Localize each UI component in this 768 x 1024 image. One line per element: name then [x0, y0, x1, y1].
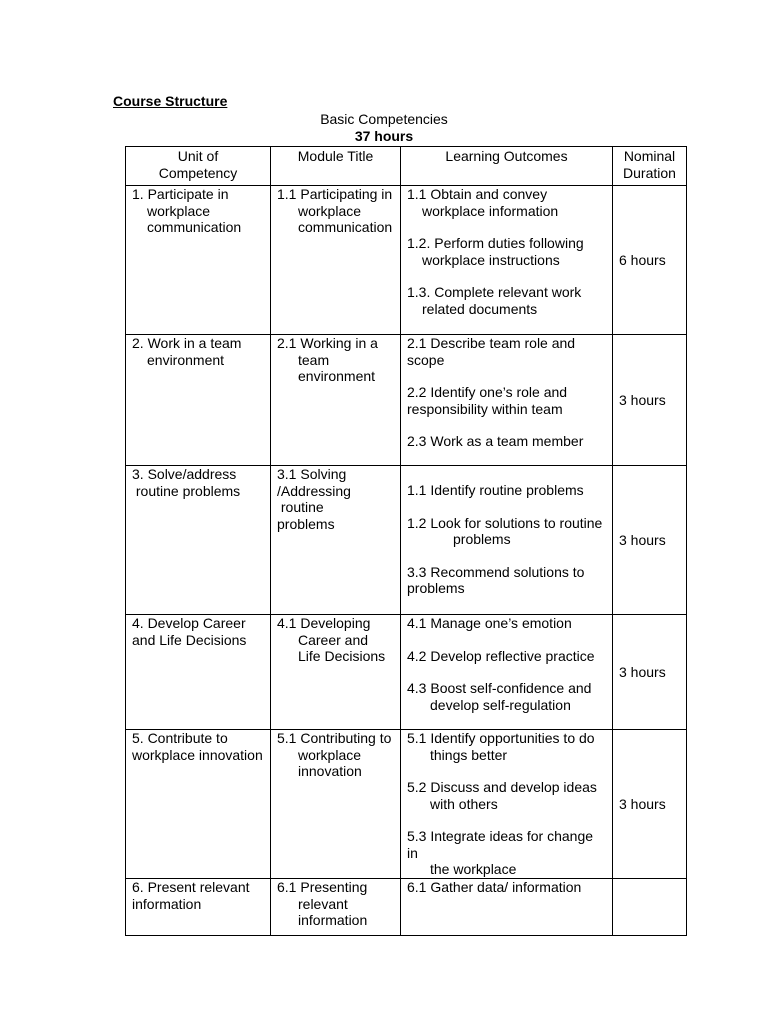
table-row: [126, 615, 687, 730]
module-line: Career and: [298, 631, 369, 648]
unit-of-competency-cell: [126, 730, 271, 879]
module-line: communication: [298, 219, 393, 235]
unit-line: communication: [147, 219, 242, 235]
header-module: Module Title: [271, 147, 401, 186]
learning-outcome: [407, 384, 606, 417]
outcome-line: 6.1 Gather data/ information: [407, 879, 582, 895]
outcome-line: problems: [407, 580, 465, 596]
outcome-line: 1.2 Look for solutions to routine: [407, 514, 603, 531]
nominal-duration-cell: 3 hours: [613, 466, 687, 615]
table-row: [126, 466, 687, 615]
module-line: 5.1 Contributing to: [277, 730, 392, 746]
outcome-line: 1.1 Identify routine problems: [407, 482, 584, 498]
learning-outcomes-cell: [401, 335, 613, 466]
total-hours: 37 hours: [354, 128, 414, 144]
learning-outcome: [407, 680, 606, 713]
learning-outcomes-cell: [401, 466, 613, 615]
module-line: /Addressing: [277, 482, 351, 499]
outcome-line: 4.3 Boost self-confidence and: [407, 680, 592, 696]
unit-line: 2. Work in a team: [132, 335, 242, 351]
table-row: [126, 879, 687, 936]
subtitle-block: [0, 111, 768, 144]
nominal-duration-cell: 3 hours: [613, 730, 687, 879]
header-duration: Nominal Duration: [613, 147, 687, 186]
module-line: 4.1 Developing: [277, 615, 371, 631]
learning-outcome: [407, 648, 606, 665]
module-title-cell: [271, 730, 401, 879]
outcome-line: things better: [430, 746, 508, 763]
module-line: team: [298, 351, 330, 368]
learning-outcome: [407, 615, 606, 632]
learning-outcome: [407, 235, 606, 268]
module-line: 2.1 Working in a: [277, 335, 378, 351]
outcome-line: workplace information: [422, 202, 559, 219]
outcome-line: problems: [453, 531, 511, 547]
learning-outcomes-cell: [401, 730, 613, 879]
outcome-line: 4.2 Develop reflective practice: [407, 647, 595, 664]
outcome-line: 2.3 Work as a team member: [407, 433, 584, 449]
unit-line: 5. Contribute to: [132, 730, 228, 746]
module-line: 1.1 Participating in: [277, 186, 393, 202]
unit-line: 4. Develop Career: [132, 615, 246, 631]
learning-outcome: [407, 335, 606, 368]
outcome-line: 1.1 Obtain and convey: [407, 186, 548, 202]
unit-of-competency-cell: [126, 186, 271, 335]
outcome-line: scope: [407, 351, 445, 368]
module-line: workplace: [298, 202, 362, 219]
module-line: innovation: [298, 763, 362, 779]
unit-line: workplace innovation: [132, 746, 263, 763]
outcome-line: 2.1 Describe team role and: [407, 335, 576, 351]
module-line: environment: [298, 368, 376, 384]
nominal-duration-cell: [613, 879, 687, 936]
module-title-cell: [271, 879, 401, 936]
learning-outcome: [407, 515, 606, 548]
outcome-line: workplace instructions: [422, 251, 560, 268]
learning-outcomes-cell: [401, 615, 613, 730]
outcome-line: responsibility within team: [407, 400, 563, 417]
module-title-cell: [271, 186, 401, 335]
outcome-line: 5.1 Identify opportunities to do: [407, 730, 595, 746]
outcome-line: 5.3 Integrate ideas for change in: [407, 828, 594, 861]
module-line: workplace: [298, 746, 362, 763]
header-unit: Unit of Competency: [126, 147, 271, 186]
learning-outcomes-cell: [401, 186, 613, 335]
outcome-line: 5.2 Discuss and develop ideas: [407, 779, 597, 795]
outcome-line: 3.3 Recommend solutions to: [407, 563, 585, 580]
module-line: problems: [277, 515, 335, 532]
unit-of-competency-cell: [126, 879, 271, 936]
module-line: information: [298, 912, 368, 928]
learning-outcome: [407, 879, 606, 896]
unit-line: information: [132, 895, 202, 912]
module-line: 6.1 Presenting: [277, 879, 368, 895]
learning-outcome: [407, 730, 606, 763]
nominal-duration-cell: 3 hours: [613, 335, 687, 466]
unit-line: environment: [147, 351, 225, 368]
table-row: [126, 186, 687, 335]
module-line: 3.1 Solving: [277, 466, 347, 482]
module-line: Life Decisions: [298, 648, 386, 664]
unit-line: routine problems: [132, 482, 241, 499]
unit-line: 1. Participate in: [132, 186, 229, 202]
table-header-row: [126, 147, 687, 186]
learning-outcome: [407, 564, 606, 597]
unit-line: 3. Solve/address: [132, 466, 237, 482]
subtitle-text: Basic Competencies: [320, 111, 448, 127]
module-line: routine: [277, 499, 324, 515]
outcome-line: 1.2. Perform duties following: [407, 235, 584, 251]
learning-outcome: [407, 186, 606, 219]
outcome-line: with others: [430, 795, 498, 812]
unit-line: 6. Present relevant: [132, 879, 250, 895]
outcome-line: 2.2 Identify one’s role and: [407, 384, 568, 400]
learning-outcome: [407, 433, 606, 450]
nominal-duration-cell: 6 hours: [613, 186, 687, 335]
header-outcomes: Learning Outcomes: [401, 147, 613, 186]
outcome-line: 4.1 Manage one’s emotion: [407, 615, 572, 631]
outcome-line: 1.3. Complete relevant work: [407, 284, 582, 300]
unit-line: workplace: [147, 202, 211, 219]
outcome-line: develop self-regulation: [430, 696, 571, 713]
learning-outcomes-cell: [401, 879, 613, 936]
module-title-cell: [271, 335, 401, 466]
learning-outcome: [407, 482, 606, 499]
outcome-line: the workplace: [430, 861, 517, 877]
learning-outcome: [407, 828, 606, 878]
module-line: relevant: [298, 895, 348, 912]
learning-outcome: [407, 284, 606, 317]
table-row: [126, 335, 687, 466]
unit-line: and Life Decisions: [132, 631, 247, 648]
nominal-duration-cell: 3 hours: [613, 615, 687, 730]
learning-outcome: [407, 779, 606, 812]
module-title-cell: [271, 615, 401, 730]
course-structure-table: [125, 146, 687, 936]
outcome-line: related documents: [422, 300, 538, 317]
table-row: [126, 730, 687, 879]
unit-of-competency-cell: [126, 466, 271, 615]
unit-of-competency-cell: [126, 615, 271, 730]
module-title-cell: [271, 466, 401, 615]
document-heading: Course Structure: [113, 93, 228, 109]
unit-of-competency-cell: [126, 335, 271, 466]
